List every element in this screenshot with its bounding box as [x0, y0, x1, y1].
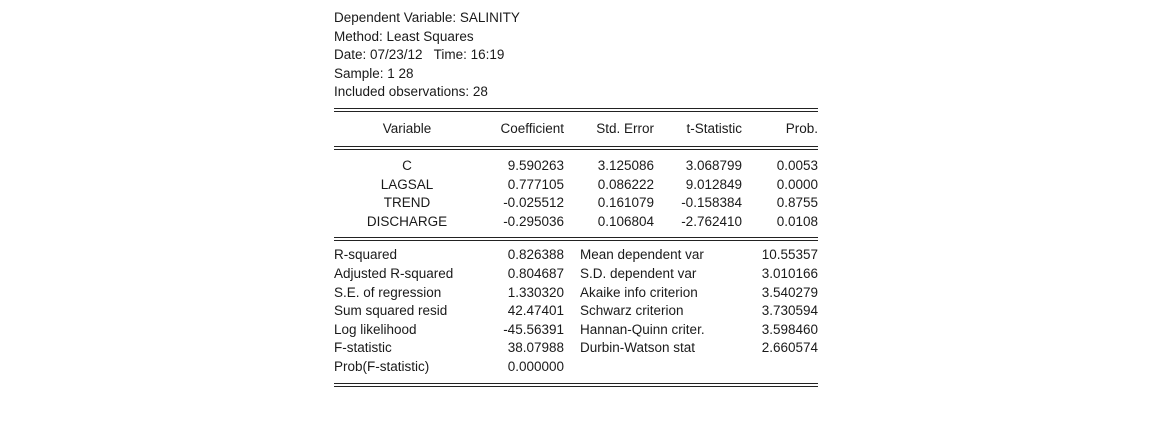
stat-value: 3.010166 — [761, 265, 818, 281]
variable-name: C — [402, 157, 412, 173]
table-row — [334, 246, 818, 265]
variable-name: LAGSAL — [380, 176, 434, 192]
stat-label: Log likelihood — [334, 321, 417, 337]
std-error: 0.161079 — [597, 195, 654, 211]
t-statistic: 3.068799 — [685, 157, 742, 173]
sample: Sample: 1 28 — [334, 65, 414, 81]
stat-label: S.E. of regression — [334, 284, 442, 300]
stat-label: Hannan-Quinn criter. — [580, 321, 705, 337]
stat-label: S.D. dependent var — [580, 265, 697, 281]
t-statistic: -2.762410 — [681, 213, 742, 229]
dependent-variable: Dependent Variable: SALINITY — [334, 10, 520, 25]
stat-value: 0.804687 — [507, 265, 564, 281]
stat-value: 3.540279 — [761, 284, 818, 300]
double-rule — [334, 383, 818, 387]
table-row — [334, 284, 818, 303]
coefficient: -0.025512 — [503, 195, 564, 211]
double-rule — [334, 146, 818, 150]
estimation-header — [334, 0, 818, 102]
stat-value: 0.826388 — [507, 247, 564, 263]
t-statistic: -0.158384 — [681, 195, 742, 211]
method: Method: Least Squares — [334, 28, 474, 44]
variable-name: TREND — [383, 195, 431, 211]
stat-label — [564, 358, 751, 377]
prob: 0.0108 — [776, 213, 818, 229]
std-error: 0.106804 — [597, 213, 654, 229]
table-row — [334, 339, 818, 358]
stat-label: Durbin-Watson stat — [580, 340, 696, 356]
stat-label: Schwarz criterion — [580, 303, 684, 319]
stat-value: 42.47401 — [507, 303, 564, 319]
header-row — [334, 112, 818, 146]
prob: 0.0000 — [776, 176, 818, 192]
table-row — [334, 213, 818, 232]
col-variable: Variable — [382, 120, 432, 136]
stat-label: F-statistic — [334, 340, 392, 356]
stat-label: Mean dependent var — [580, 247, 704, 263]
stat-label: Prob(F-statistic) — [334, 358, 430, 374]
summary-statistics — [334, 246, 818, 376]
stat-value — [751, 358, 818, 377]
stat-value: 3.730594 — [761, 303, 818, 319]
table-row — [334, 157, 818, 176]
t-statistic: 9.012849 — [685, 176, 742, 192]
date-time: Date: 07/23/12 Time: 16:19 — [334, 47, 505, 63]
table-row — [334, 358, 818, 377]
stat-value: 1.330320 — [507, 284, 564, 300]
stat-value: 2.660574 — [761, 340, 818, 356]
coefficient: 9.590263 — [507, 157, 564, 173]
variable-name: DISCHARGE — [366, 213, 448, 229]
stat-value: 0.000000 — [507, 358, 564, 374]
stat-label: Adjusted R-squared — [334, 265, 454, 281]
coefficient: 0.777105 — [507, 176, 564, 192]
prob: 0.8755 — [776, 195, 818, 211]
stat-value: 3.598460 — [761, 321, 818, 337]
col-prob: Prob. — [785, 120, 818, 136]
std-error: 0.086222 — [597, 176, 654, 192]
stat-label: Akaike info criterion — [580, 284, 698, 300]
column-headers — [334, 112, 818, 146]
stat-label: R-squared — [334, 247, 398, 263]
table-row — [334, 302, 818, 321]
col-std-error: Std. Error — [596, 120, 654, 136]
table-row — [334, 176, 818, 195]
double-rule — [334, 237, 818, 241]
included-observations: Included observations: 28 — [334, 84, 488, 100]
table-row — [334, 194, 818, 213]
table-row — [334, 265, 818, 284]
table-row — [334, 321, 818, 340]
stat-value: 10.55357 — [761, 247, 818, 263]
col-t-statistic: t-Statistic — [686, 120, 742, 136]
coefficient: -0.295036 — [503, 213, 564, 229]
stat-label: Sum squared resid — [334, 303, 448, 319]
stat-value: 38.07988 — [507, 340, 564, 356]
coefficient-table — [334, 157, 818, 231]
prob: 0.0053 — [776, 157, 818, 173]
col-coefficient: Coefficient — [500, 120, 564, 136]
regression-output — [334, 0, 818, 387]
stat-value: -45.56391 — [503, 321, 564, 337]
std-error: 3.125086 — [597, 157, 654, 173]
